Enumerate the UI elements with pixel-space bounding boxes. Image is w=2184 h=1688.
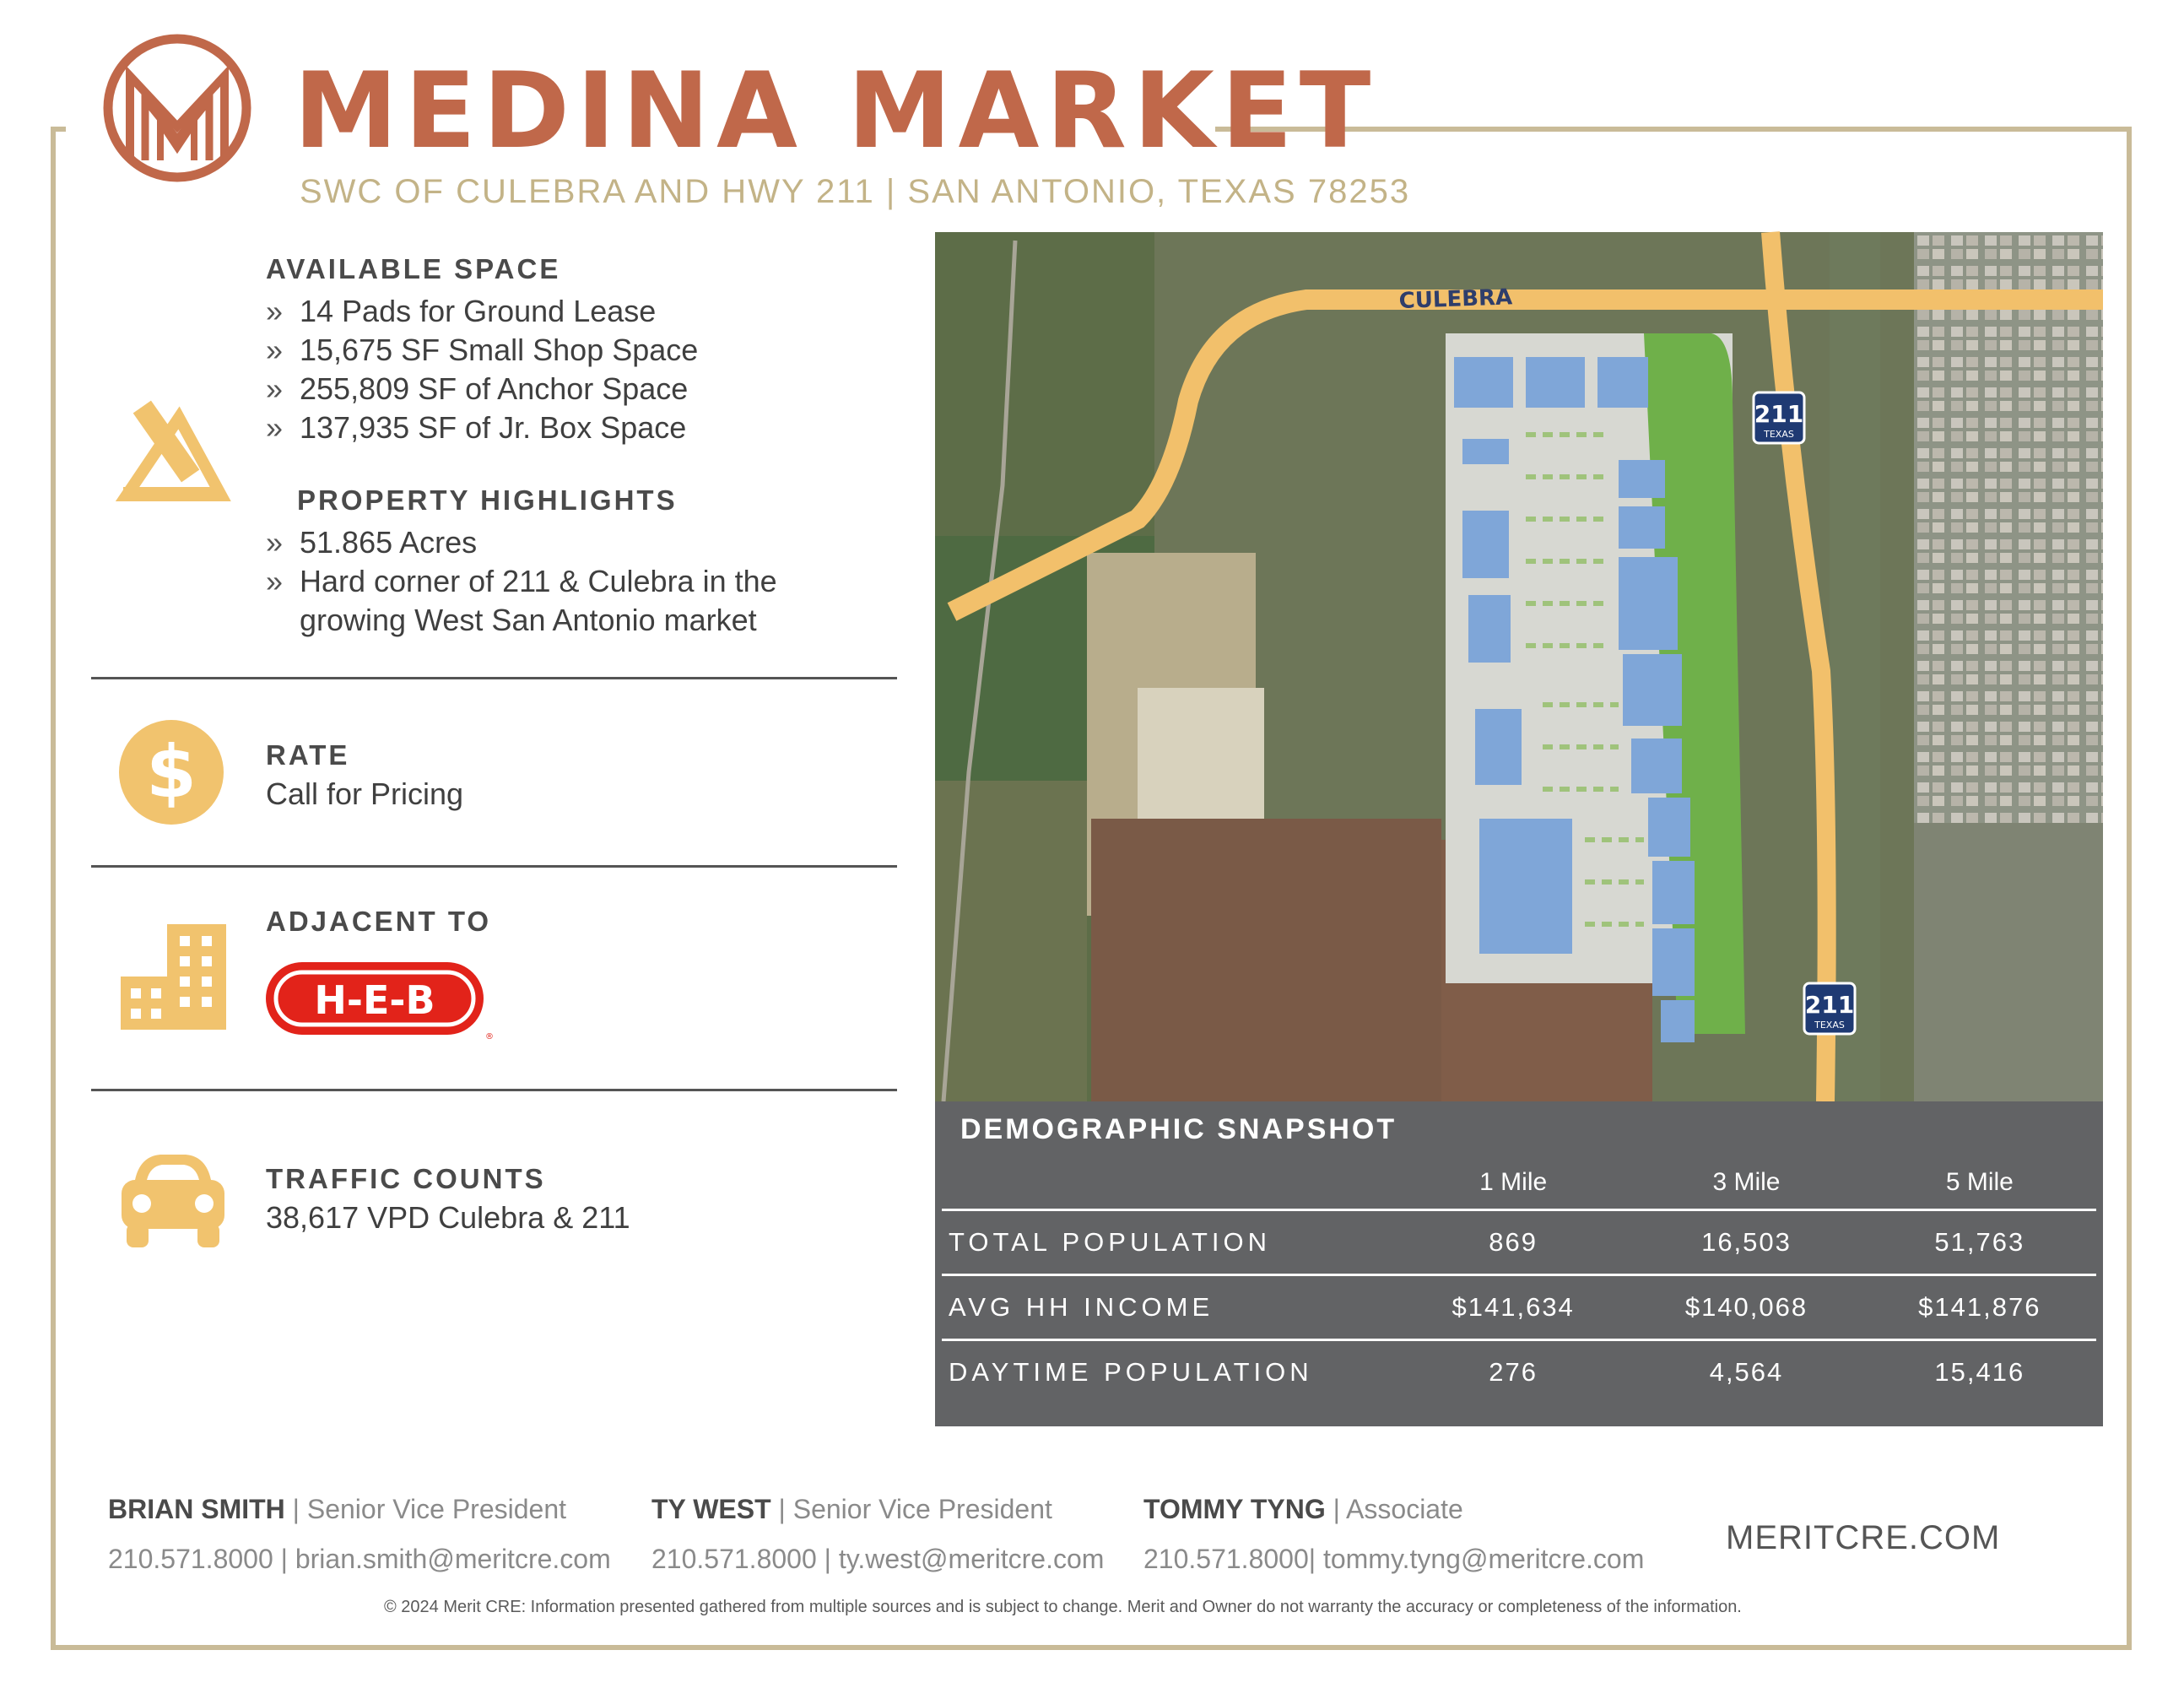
contact-line[interactable]: 210.571.8000 | brian.smith@meritcre.com: [108, 1544, 611, 1574]
aerial-site-map: [935, 232, 2103, 1101]
list-item: » 137,935 SF of Jr. Box Space: [266, 410, 687, 445]
table-header: [942, 1156, 2096, 1210]
divider: [91, 865, 897, 868]
list-item: » 255,809 SF of Anchor Space: [266, 371, 689, 406]
contact-ty-west: TY WEST | Senior Vice President 210.571.8000 | ty.west@meritcre.com: [651, 1494, 1105, 1574]
dollar-icon: [118, 719, 224, 825]
table-row: DAYTIME POPULATION 276 4,564 15,416: [949, 1357, 2025, 1387]
available-space-list: [266, 292, 890, 447]
page-title: MEDINA MARKET: [294, 51, 1378, 172]
adjacent-heading: ADJACENT TO: [266, 906, 492, 937]
traffic-section: [266, 1163, 630, 1236]
column-header: 3 Mile: [1630, 1156, 1862, 1210]
svg-text:211: 211: [1754, 400, 1804, 428]
svg-text:$: $: [146, 730, 197, 814]
list-item: » 14 Pads for Ground Lease: [266, 294, 657, 328]
demographic-panel: [935, 1101, 2103, 1426]
divider: [91, 1089, 897, 1091]
contact-line[interactable]: 210.571.8000| tommy.tyng@meritcre.com: [1143, 1544, 1645, 1574]
table-row: AVG HH INCOME $141,634 $140,068 $141,876: [942, 1275, 2096, 1340]
property-highlights-section: [266, 484, 888, 640]
contact-brian-smith: BRIAN SMITH | Senior Vice President 210.571.8000 | brian.smith@meritcre.com: [108, 1494, 611, 1574]
svg-text:®: ®: [485, 1032, 494, 1041]
svg-text:TEXAS: TEXAS: [1814, 1020, 1845, 1031]
contact-tommy-tyng: TOMMY TYNG | Associate 210.571.8000| tommy.tyng@meritcre.com: [1143, 1494, 1645, 1574]
divider: [91, 677, 897, 679]
table-row: TOTAL POPULATION 869 16,503 51,763: [942, 1210, 2096, 1275]
demographic-title: DEMOGRAPHIC SNAPSHOT: [960, 1113, 1397, 1145]
column-header: 1 Mile: [1397, 1156, 1630, 1210]
list-item: growing West San Antonio market: [300, 603, 757, 637]
medina-market-logo: [98, 34, 257, 181]
rate-heading: RATE: [266, 739, 350, 771]
svg-text:TEXAS: TEXAS: [1764, 429, 1794, 440]
adjacent-section: [266, 906, 491, 938]
list-item: » Hard corner of 211 & Culebra in the: [266, 564, 777, 598]
available-space-section: [266, 253, 890, 447]
property-highlights-heading: PROPERTY HIGHLIGHTS: [297, 484, 678, 516]
hwy-211-shield-north: [1754, 392, 1804, 443]
website-link[interactable]: MERITCRE.COM: [1726, 1519, 2001, 1556]
rate-value: Call for Pricing: [266, 776, 464, 811]
hwy-211-shield-south: [1804, 983, 1855, 1034]
traffic-heading: TRAFFIC COUNTS: [266, 1163, 546, 1194]
legal-disclaimer: © 2024 Merit CRE: Information presented gathered from multiple sources and is subject to change. Merit and Owner do not warranty the accuracy or completeness of the information.: [384, 1598, 1742, 1616]
traffic-value: 38,617 VPD Culebra & 211: [266, 1200, 630, 1235]
demographic-table: [942, 1156, 2096, 1404]
svg-text:211: 211: [1804, 991, 1855, 1019]
building-icon: [121, 924, 226, 1030]
car-icon: [118, 1148, 228, 1249]
available-space-heading: AVAILABLE SPACE: [266, 253, 561, 284]
svg-text:H-E-B: H-E-B: [314, 977, 435, 1023]
column-header: 5 Mile: [1863, 1156, 2096, 1210]
page-subtitle: SWC OF CULEBRA AND HWY 211 | SAN ANTONIO, TEXAS 78253: [300, 173, 1411, 210]
list-item: » 51.865 Acres: [266, 525, 478, 560]
property-highlights-list: [266, 523, 888, 640]
ruler-triangle-icon: [118, 392, 228, 502]
contact-line[interactable]: 210.571.8000 | ty.west@meritcre.com: [651, 1544, 1105, 1574]
heb-logo: [264, 960, 492, 1041]
svg-text:CULEBRA: CULEBRA: [1398, 284, 1513, 314]
list-item: » 15,675 SF Small Shop Space: [266, 333, 699, 367]
rate-section: [266, 739, 463, 812]
